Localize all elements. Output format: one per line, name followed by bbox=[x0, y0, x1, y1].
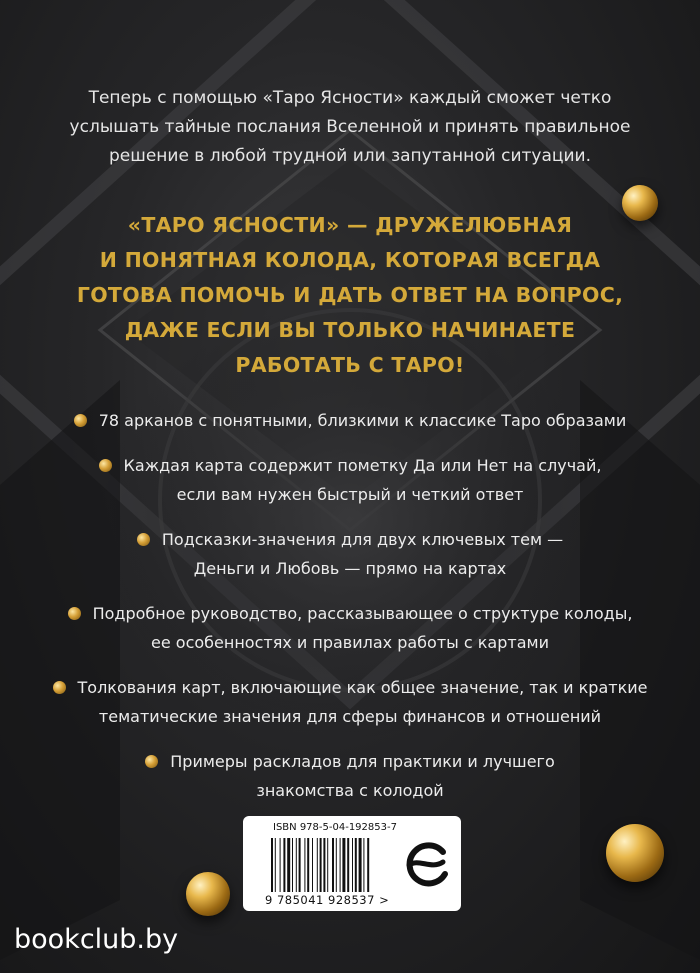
feature-item bbox=[40, 525, 660, 583]
feature-item bbox=[40, 451, 660, 509]
site-watermark: bookclub.by bbox=[14, 924, 179, 955]
slogan-headline bbox=[60, 208, 640, 383]
intro-line: Теперь с помощью «Таро Ясности» каждый сможет четко bbox=[88, 88, 612, 108]
gold-sphere-bottom-left bbox=[186, 872, 230, 916]
barcode-icon bbox=[271, 838, 395, 894]
publisher-e-logo-icon bbox=[401, 838, 451, 890]
feature-item bbox=[40, 599, 660, 657]
slogan-line: И ПОНЯТНАЯ КОЛОДА, КОТОРАЯ ВСЕГДА bbox=[99, 248, 601, 272]
isbn-number: ISBN 978-5-04-192853-7 bbox=[273, 822, 397, 833]
feature-text: Примеры раскладов для практики и лучшего bbox=[170, 752, 555, 771]
slogan-line: РАБОТАТЬ С ТАРО! bbox=[235, 353, 465, 377]
feature-text: ее особенностях и правилах работы с картами bbox=[151, 633, 549, 652]
gold-sphere-bottom-right bbox=[606, 824, 664, 882]
isbn-barcode-card bbox=[243, 816, 461, 911]
gold-bullet-icon bbox=[53, 681, 66, 694]
feature-text: 78 арканов с понятными, близкими к классике Таро образами bbox=[98, 411, 627, 430]
feature-text: знакомства с колодой bbox=[256, 781, 444, 800]
feature-text: тематические значения для сферы финансов и отношений bbox=[98, 707, 602, 726]
feature-list bbox=[40, 406, 660, 821]
slogan-line: ГОТОВА ПОМОЧЬ И ДАТЬ ОТВЕТ НА ВОПРОС, bbox=[76, 283, 624, 307]
gold-bullet-icon bbox=[99, 459, 112, 472]
gold-bullet-icon bbox=[145, 755, 158, 768]
feature-text: Подсказки-значения для двух ключевых тем — bbox=[161, 530, 564, 549]
intro-paragraph bbox=[40, 84, 660, 171]
feature-text: Каждая карта содержит пометку Да или Нет на случай, bbox=[123, 456, 602, 475]
gold-bullet-icon bbox=[68, 607, 81, 620]
slogan-line: ДАЖЕ ЕСЛИ ВЫ ТОЛЬКО НАЧИНАЕТЕ bbox=[124, 318, 576, 342]
slogan-line: «ТАРО ЯСНОСТИ» — ДРУЖЕЛЮБНАЯ bbox=[127, 213, 573, 237]
feature-text: Подробное руководство, рассказывающее о структуре колоды, bbox=[92, 604, 633, 623]
gold-bullet-icon bbox=[137, 533, 150, 546]
barcode-digits: 9 785041 928537 > bbox=[265, 893, 390, 907]
feature-item bbox=[40, 673, 660, 731]
feature-text: если вам нужен быстрый и четкий ответ bbox=[176, 485, 524, 504]
feature-text: Толкования карт, включающие как общее значение, так и краткие bbox=[77, 678, 648, 697]
intro-line: решение в любой трудной или запутанной ситуации. bbox=[109, 146, 591, 166]
feature-text: Деньги и Любовь — прямо на картах bbox=[193, 559, 507, 578]
gold-bullet-icon bbox=[74, 414, 87, 427]
feature-item bbox=[40, 406, 660, 435]
intro-line: услышать тайные послания Вселенной и принять правильное bbox=[69, 117, 631, 137]
feature-item bbox=[40, 747, 660, 805]
